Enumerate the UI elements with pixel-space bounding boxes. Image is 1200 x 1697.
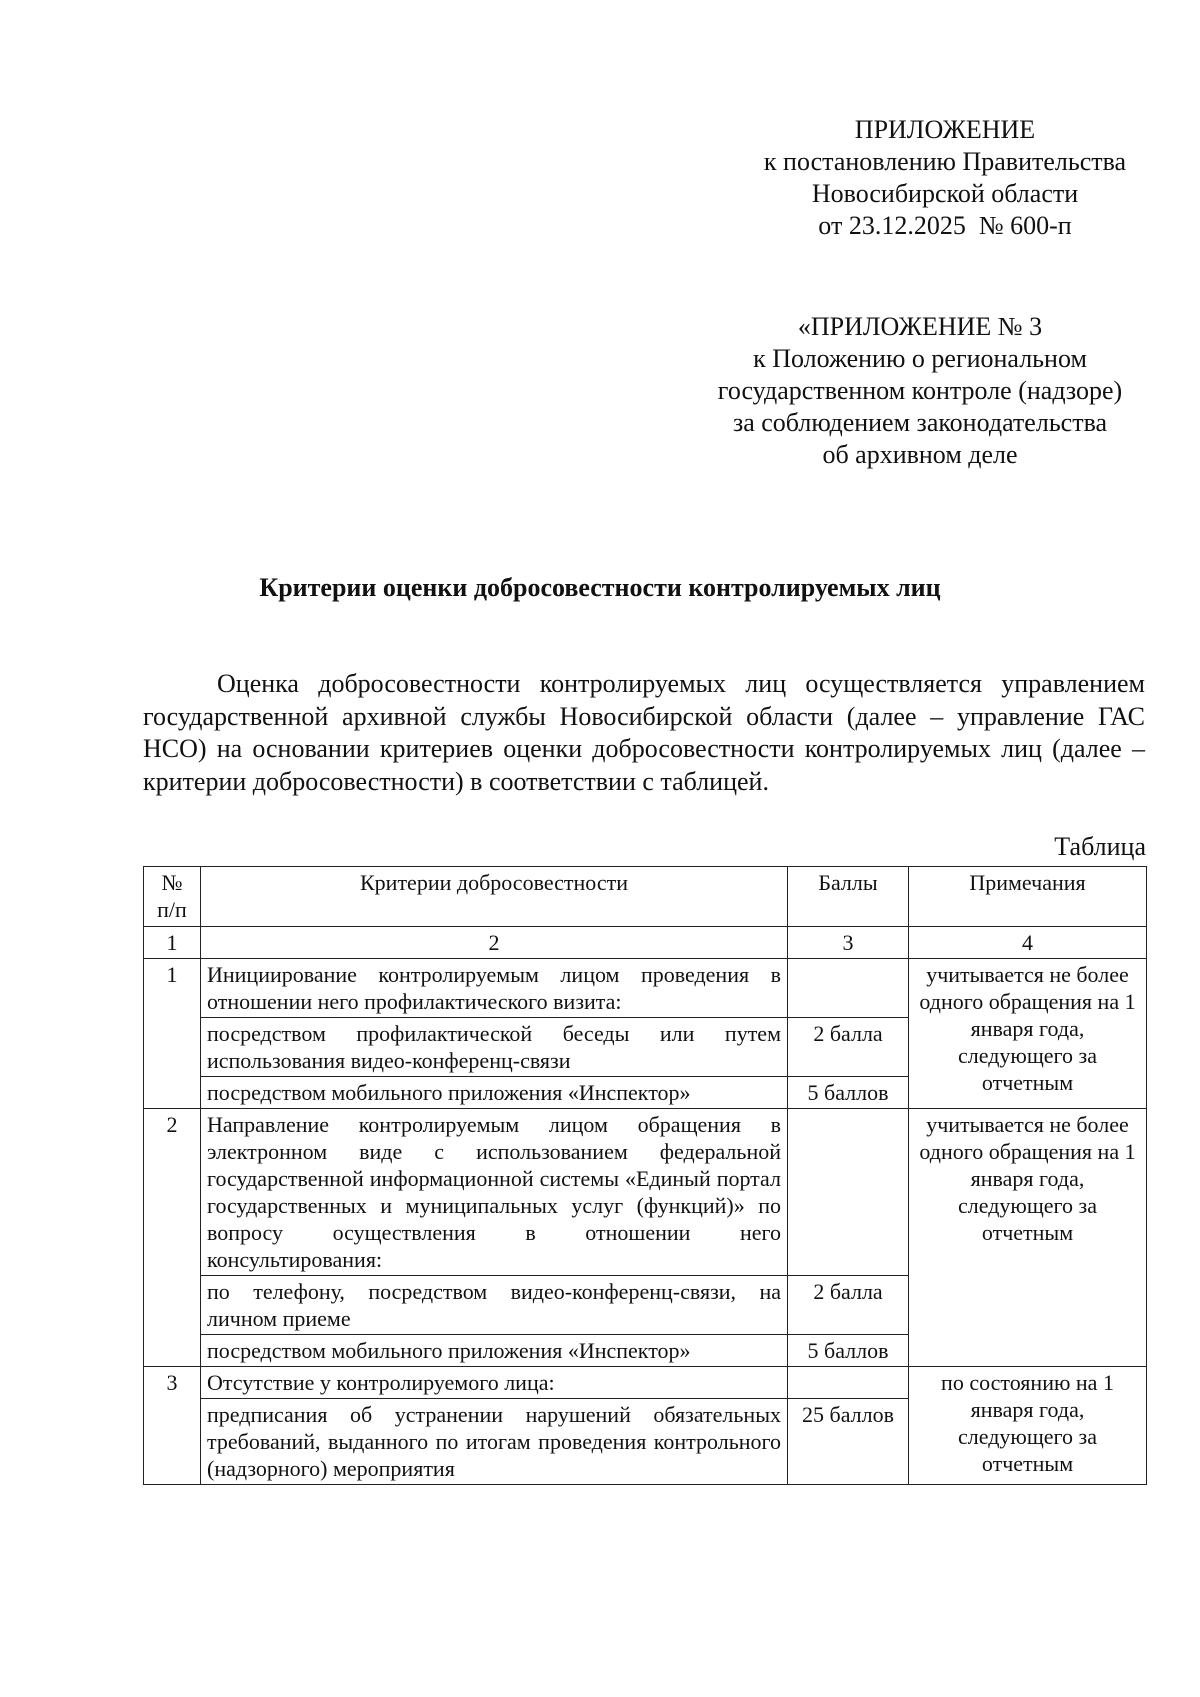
column-number: 2 (201, 927, 788, 959)
attachment-line: Новосибирской области (811, 179, 1079, 208)
points-value: 5 баллов (788, 1335, 909, 1367)
sub-criterion-text: по телефону, посредством видео-конференц-связи, на личном приеме (201, 1276, 788, 1335)
criterion-text: Отсутствие у контролируемого лица: (201, 1367, 788, 1399)
points-empty (788, 1367, 909, 1399)
column-number: 4 (909, 927, 1147, 959)
points-value: 2 балла (788, 1018, 909, 1077)
criteria-table (143, 866, 1147, 1485)
appendix-line: об архивном деле (822, 440, 1018, 469)
sub-criterion-text: посредством профилактической беседы или путем использования видео-конференц-связи (201, 1018, 788, 1077)
note-text: учитывается не более одного обращения на 1 января года, следующего за отчетным (909, 1109, 1147, 1367)
points-empty (788, 1109, 909, 1276)
intro-text: Оценка добросовестности контролируемых лиц осуществляется управлением государственной архивной службы Новосибирской области (далее – управление ГАС НСО) на основании критериев оценки добросовестности контролируемых лиц (далее – критерии добросовестности) в соответствии с таблицей. (143, 669, 1145, 796)
table-caption: Таблица (1054, 832, 1146, 861)
intro-paragraph (143, 668, 1145, 798)
sub-criterion-text: посредством мобильного приложения «Инспектор» (201, 1335, 788, 1367)
appendix-line: за соблюдением законодательства (732, 408, 1108, 437)
column-number: 3 (788, 927, 909, 959)
document-title: Критерии оценки добросовестности контролируемых лиц (259, 573, 941, 602)
note-text: по состоянию на 1 января года, следующего за отчетным (909, 1367, 1147, 1485)
row-number: 1 (144, 959, 201, 1109)
row-number: 3 (144, 1367, 201, 1485)
row-number: 2 (144, 1109, 201, 1367)
column-number: 1 (144, 927, 201, 959)
criterion-text: Инициирование контролируемым лицом проведения в отношении него профилактического визита: (201, 959, 788, 1018)
header-points: Баллы (788, 867, 909, 927)
attachment-line: от 23.12.2025 № 600-п (818, 211, 1072, 240)
points-value: 25 баллов (788, 1399, 909, 1485)
points-empty (788, 959, 909, 1018)
sub-criterion-text: посредством мобильного приложения «Инспектор» (201, 1077, 788, 1109)
header-notes: Примечания (909, 867, 1147, 927)
appendix-line: «ПРИЛОЖЕНИЕ № 3 (797, 312, 1043, 341)
table-row (144, 1367, 1147, 1399)
column-number-row (144, 927, 1147, 959)
header-criteria: Критерии добросовестности (201, 867, 788, 927)
attachment-line: к постановлению Правительства (763, 147, 1127, 176)
header-number: № п/п (144, 867, 201, 927)
appendix-header (690, 311, 1150, 471)
sub-criterion-text: предписания об устранении нарушений обязательных требований, выданного по итогам проведения контрольного (надзорного) мероприятия (201, 1399, 788, 1485)
points-value: 5 баллов (788, 1077, 909, 1109)
criterion-text: Направление контролируемым лицом обращения в электронном виде с использованием федеральной государственной информационной системы «Единый портал государственных и муниципальных услуг (функций)» по вопросу осуществления в отношении него консультирования: (201, 1109, 788, 1276)
table-row (144, 959, 1147, 1018)
appendix-line: государственном контроле (надзоре) (717, 376, 1123, 405)
table-row (144, 1109, 1147, 1276)
note-text: учитывается не более одного обращения на 1 января года, следующего за отчетным (909, 959, 1147, 1109)
attachment-header (745, 114, 1145, 242)
table-header-row (144, 867, 1147, 927)
attachment-line: ПРИЛОЖЕНИЕ (854, 115, 1036, 144)
points-value: 2 балла (788, 1276, 909, 1335)
appendix-line: к Положению о региональном (753, 344, 1087, 373)
